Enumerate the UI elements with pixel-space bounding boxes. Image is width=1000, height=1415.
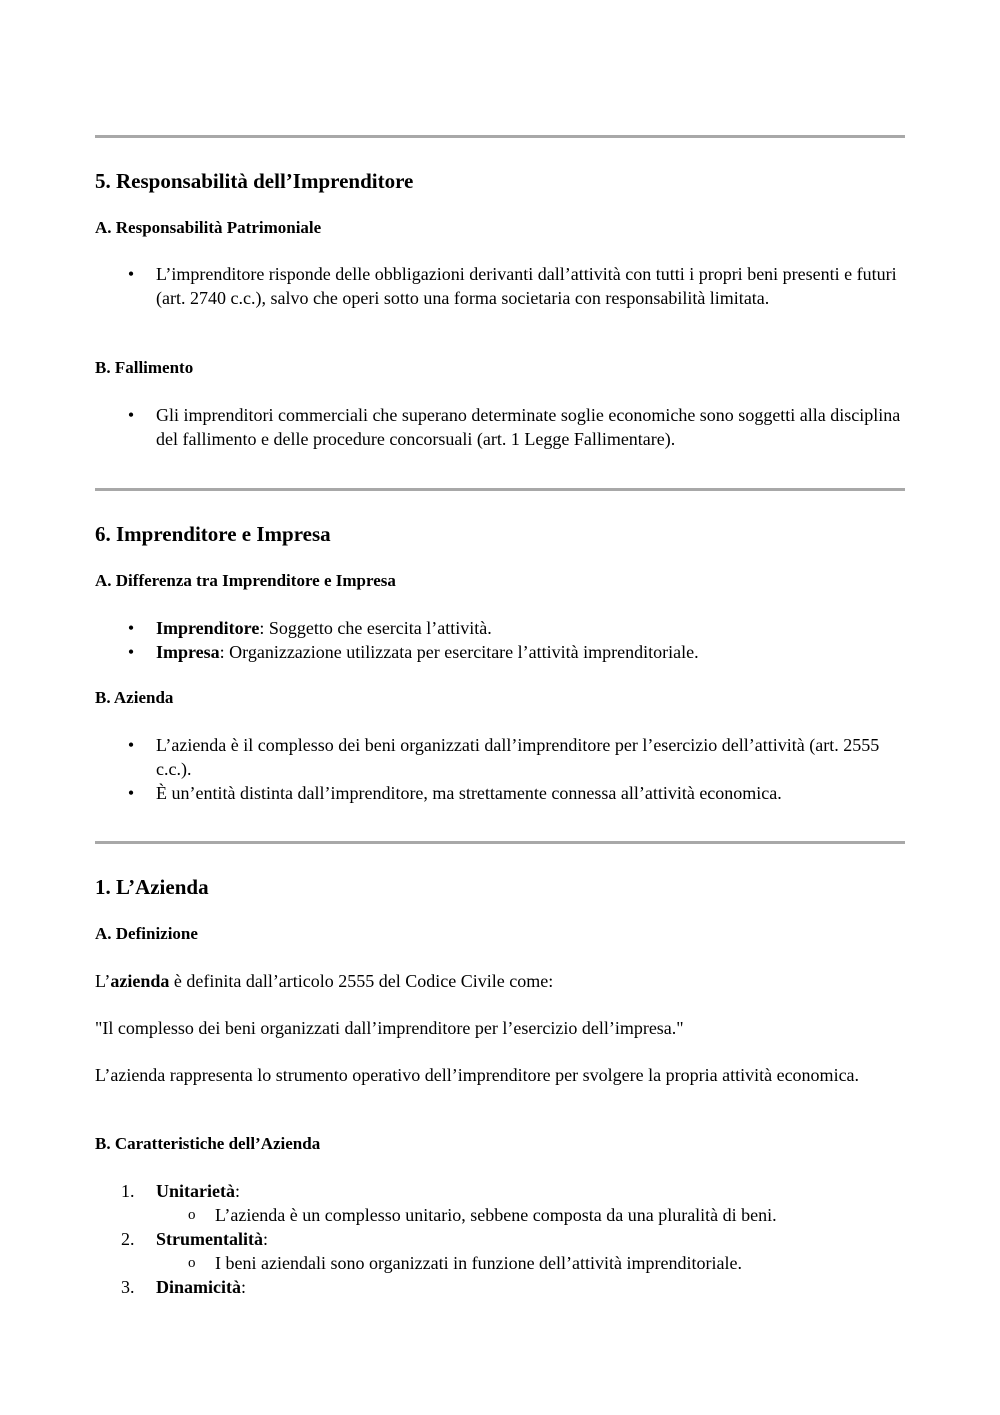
bullet-icon: • xyxy=(127,264,135,284)
list-item xyxy=(95,262,905,310)
list-item-text: : Organizzazione utilizzata per esercitare l’attività imprenditoriale. xyxy=(219,642,699,662)
section-divider xyxy=(95,135,905,138)
term: azienda xyxy=(110,971,170,991)
section-6a-list xyxy=(95,616,905,664)
list-item xyxy=(95,640,905,664)
bullet-icon: • xyxy=(127,642,135,662)
list-item xyxy=(95,781,905,805)
list-item-text: : Soggetto che esercita l’attività. xyxy=(259,618,492,638)
list-item: 3. Dinamicità: xyxy=(121,1277,247,1297)
list-item xyxy=(95,403,905,451)
characteristics-list xyxy=(95,1179,905,1299)
bullet-icon: • xyxy=(127,618,135,638)
list-number: 3. xyxy=(121,1277,135,1297)
section-divider xyxy=(95,488,905,491)
definition-paragraph: L’azienda è definita dall’articolo 2555 del Codice Civile come: xyxy=(95,971,554,991)
list-number: 2. xyxy=(121,1229,135,1249)
list-item xyxy=(95,616,905,640)
bullet-icon: • xyxy=(127,405,135,425)
list-item xyxy=(95,733,905,781)
term: Dinamicità xyxy=(156,1277,241,1297)
definition-quote: "Il complesso dei beni organizzati dall’imprenditore per l’esercizio dell’impresa." xyxy=(95,1018,684,1038)
section-divider xyxy=(95,841,905,844)
term: Imprenditore xyxy=(156,618,260,638)
section-5a-title: A. Responsabilità Patrimoniale xyxy=(95,218,322,237)
section-6-title: 6. Imprenditore e Impresa xyxy=(95,522,331,546)
circle-bullet-icon: o xyxy=(188,1207,196,1223)
circle-bullet-icon: o xyxy=(188,1255,196,1271)
section-5b-list xyxy=(95,403,905,451)
list-item-text: Gli imprenditori commerciali che superano determinate soglie economiche sono soggetti alla disciplina del fallimento e delle procedure concorsuali (art. 1 Legge Fallimentare). xyxy=(156,405,901,449)
term: Strumentalità xyxy=(156,1229,263,1249)
list-item: 1. Unitarietà: xyxy=(121,1181,240,1201)
section-6b-list xyxy=(95,733,905,805)
list-item-text: L’azienda è il complesso dei beni organizzati dall’imprenditore per l’esercizio dell’attività (art. 2555 c.c.). xyxy=(156,735,880,779)
section-1a-title: A. Definizione xyxy=(95,924,198,943)
bullet-icon: • xyxy=(127,735,135,755)
term: Impresa xyxy=(156,642,220,662)
section-6b-title: B. Azienda xyxy=(95,688,174,707)
list-item: 2. Strumentalità: xyxy=(121,1229,269,1249)
sub-list-item xyxy=(95,1203,905,1227)
section-1-title: 1. L’Azienda xyxy=(95,875,209,899)
term: Unitarietà xyxy=(156,1181,235,1201)
list-number: 1. xyxy=(121,1181,135,1201)
bullet-icon: • xyxy=(127,783,135,803)
sub-list-item-text: L’azienda è un complesso unitario, sebbene composta da una pluralità di beni. xyxy=(215,1205,777,1225)
sub-list-item xyxy=(95,1251,905,1275)
section-6a-title: A. Differenza tra Imprenditore e Impresa xyxy=(95,571,396,590)
list-item-text: L’imprenditore risponde delle obbligazioni derivanti dall’attività con tutti i propri beni presenti e futuri (art. 2740 c.c.), salvo che operi sotto una forma societaria con responsabilità limitata. xyxy=(156,264,897,308)
sub-list-item-text: I beni aziendali sono organizzati in funzione dell’attività imprenditoriale. xyxy=(215,1253,742,1273)
section-1b-title: B. Caratteristiche dell’Azienda xyxy=(95,1134,321,1153)
list-item-text: È un’entità distinta dall’imprenditore, ma strettamente connessa all’attività economica. xyxy=(156,783,782,803)
section-5a-list xyxy=(95,262,905,310)
section-5b-title: B. Fallimento xyxy=(95,358,194,377)
section-5-title: 5. Responsabilità dell’Imprenditore xyxy=(95,169,414,193)
description-paragraph: L’azienda rappresenta lo strumento operativo dell’imprenditore per svolgere la propria attività economica. xyxy=(95,1065,860,1085)
